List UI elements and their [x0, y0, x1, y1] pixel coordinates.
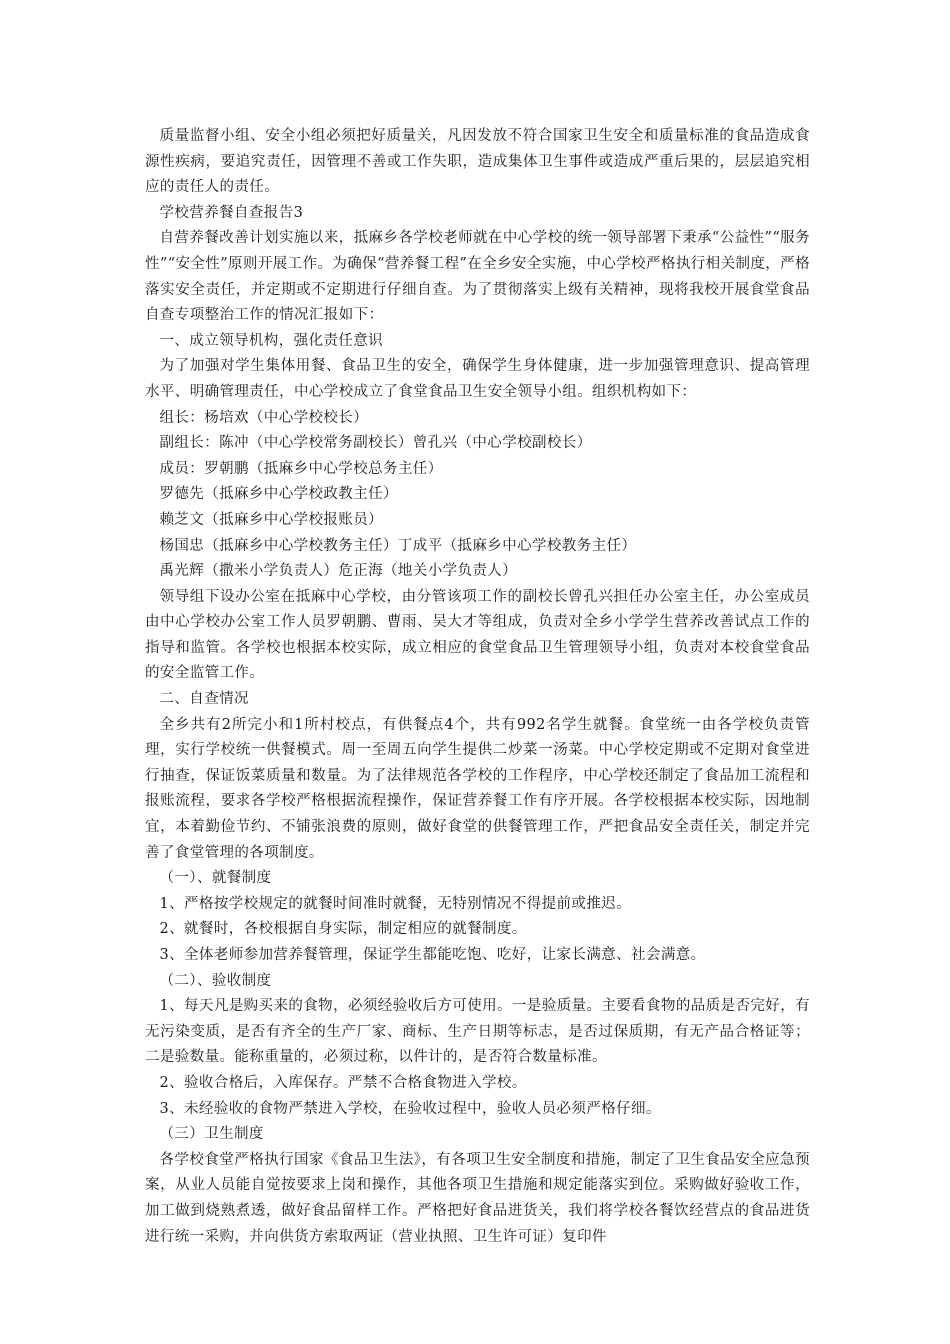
subsection-heading: （三）卫生制度 — [159, 1126, 264, 1143]
org-member-line: 赖芝文（抵麻乡中心学校报账员） — [159, 511, 383, 528]
paragraph: 质量监督小组、安全小组必须把好质量关，凡因发放不符合国家卫生安全和质量标准的食品造成食源性疾病，要追究责任，因管理不善或工作失职，造成集体卫生事件或造成严重后果的，层层追究相应的责任人的责任。 — [145, 128, 810, 196]
subsection-heading: （二）、验收制度 — [159, 972, 272, 989]
list-item: 2、验收合格后，入库保存。严禁不合格食物进入学校。 — [159, 1074, 527, 1091]
section-heading: 二、自查情况 — [159, 691, 249, 708]
subsection-heading: （一）、就餐制度 — [159, 870, 272, 887]
paragraph: 为了加强对学生集体用餐、食品卫生的安全，确保学生身体健康，进一步加强管理意识、提高管理水平、明确管理责任，中心学校成立了食堂食品卫生安全领导小组。组织机构如下： — [145, 358, 810, 400]
section-heading: 一、成立领导机构，强化责任意识 — [159, 332, 383, 349]
list-item: 1、每天凡是购买来的食物，必须经验收后方可使用。一是验质量。主要看食物的品质是否完好，有无污染变质，是否有齐全的生产厂家、商标、生产日期等标志，是否过保质期，有无产品合格证等；二是验数量。能称重量的，必须过称，以件计的，是否符合数量标准。 — [145, 998, 810, 1066]
org-member-line: 成员：罗朝鹏（抵麻乡中心学校总务主任） — [159, 460, 443, 477]
org-member-line: 罗德先（抵麻乡中心学校政教主任） — [159, 486, 398, 503]
org-member-line: 副组长：陈冲（中心学校常务副校长）曾孔兴（中心学校副校长） — [159, 435, 592, 452]
paragraph: 全乡共有2所完小和1所村校点，有供餐点4个，共有992名学生就餐。食堂统一由各学校负责管理，实行学校统一供餐模式。周一至周五向学生提供二炒菜一汤菜。中心学校定期或不定期对食堂进行抽查，保证饭菜质量和数量。为了法律规范各学校的工作程序，中心学校还制定了食品加工流程和报账流程，要求各学校严格根据流程操作，保证营养餐工作有序开展。各学校根据本校实际，因地制宜，本着勤俭节约、不铺张浪费的原则，做好食堂的供餐管理工作，严把食品安全责任关，制定并完善了食堂管理的各项制度。 — [145, 716, 810, 861]
paragraph: 自营养餐改善计划实施以来，抵麻乡各学校老师就在中心学校的统一领导部署下秉承“公益性”“服务性”“安全性”原则开展工作。为确保“营养餐工程”在全乡安全实施，中心学校严格执行相关制度，严格落实安全责任，并定期或不定期进行仔细自查。为了贯彻落实上级有关精神，现将我校开展食堂食品自查专项整治工作的情况汇报如下： — [145, 230, 810, 324]
org-member-line: 组长：杨培欢（中心学校校长） — [159, 409, 369, 426]
org-member-line: 禹光辉（撒米小学负责人）危正海（地关小学负责人） — [159, 563, 518, 580]
document-body — [145, 124, 810, 1250]
org-member-line: 杨国忠（抵麻乡中心学校教务主任）丁成平（抵麻乡中心学校教务主任） — [159, 537, 637, 554]
list-item: 1、严格按学校规定的就餐时间准时就餐，无特别情况不得提前或推迟。 — [159, 895, 632, 912]
list-item: 3、未经验收的食物严禁进入学校，在验收过程中，验收人员必须严格仔细。 — [159, 1100, 661, 1117]
paragraph: 领导组下设办公室在抵麻中心学校，由分管该项工作的副校长曾孔兴担任办公室主任，办公室成员由中心学校办公室工作人员罗朝鹏、曹雨、吴大才等组成，负责对全乡小学学生营养改善试点工作的指导和监管。各学校也根据本校实际，成立相应的食堂食品卫生管理领导小组，负责对本校食堂食品的安全监管工作。 — [145, 588, 810, 682]
section-title: 学校营养餐自查报告3 — [159, 204, 304, 221]
list-item: 2、就餐时，各校根据自身实际，制定相应的就餐制度。 — [159, 921, 527, 938]
list-item: 3、全体老师参加营养餐管理，保证学生都能吃饱、吃好，让家长满意、社会满意。 — [159, 947, 706, 963]
paragraph: 各学校食堂严格执行国家《食品卫生法》，有各项卫生安全制度和措施，制定了卫生食品安全应急预案，从业人员能自觉按要求上岗和操作，其他各项卫生措施和规定能落实到位。采购做好验收工作，加工做到烧熟煮透，做好食品留样工作。严格把好食品进货关，我们将学校各餐饮经营点的食品进货进行统一采购，并向供货方索取两证（营业执照、卫生许可证）复印件 — [145, 1151, 810, 1245]
